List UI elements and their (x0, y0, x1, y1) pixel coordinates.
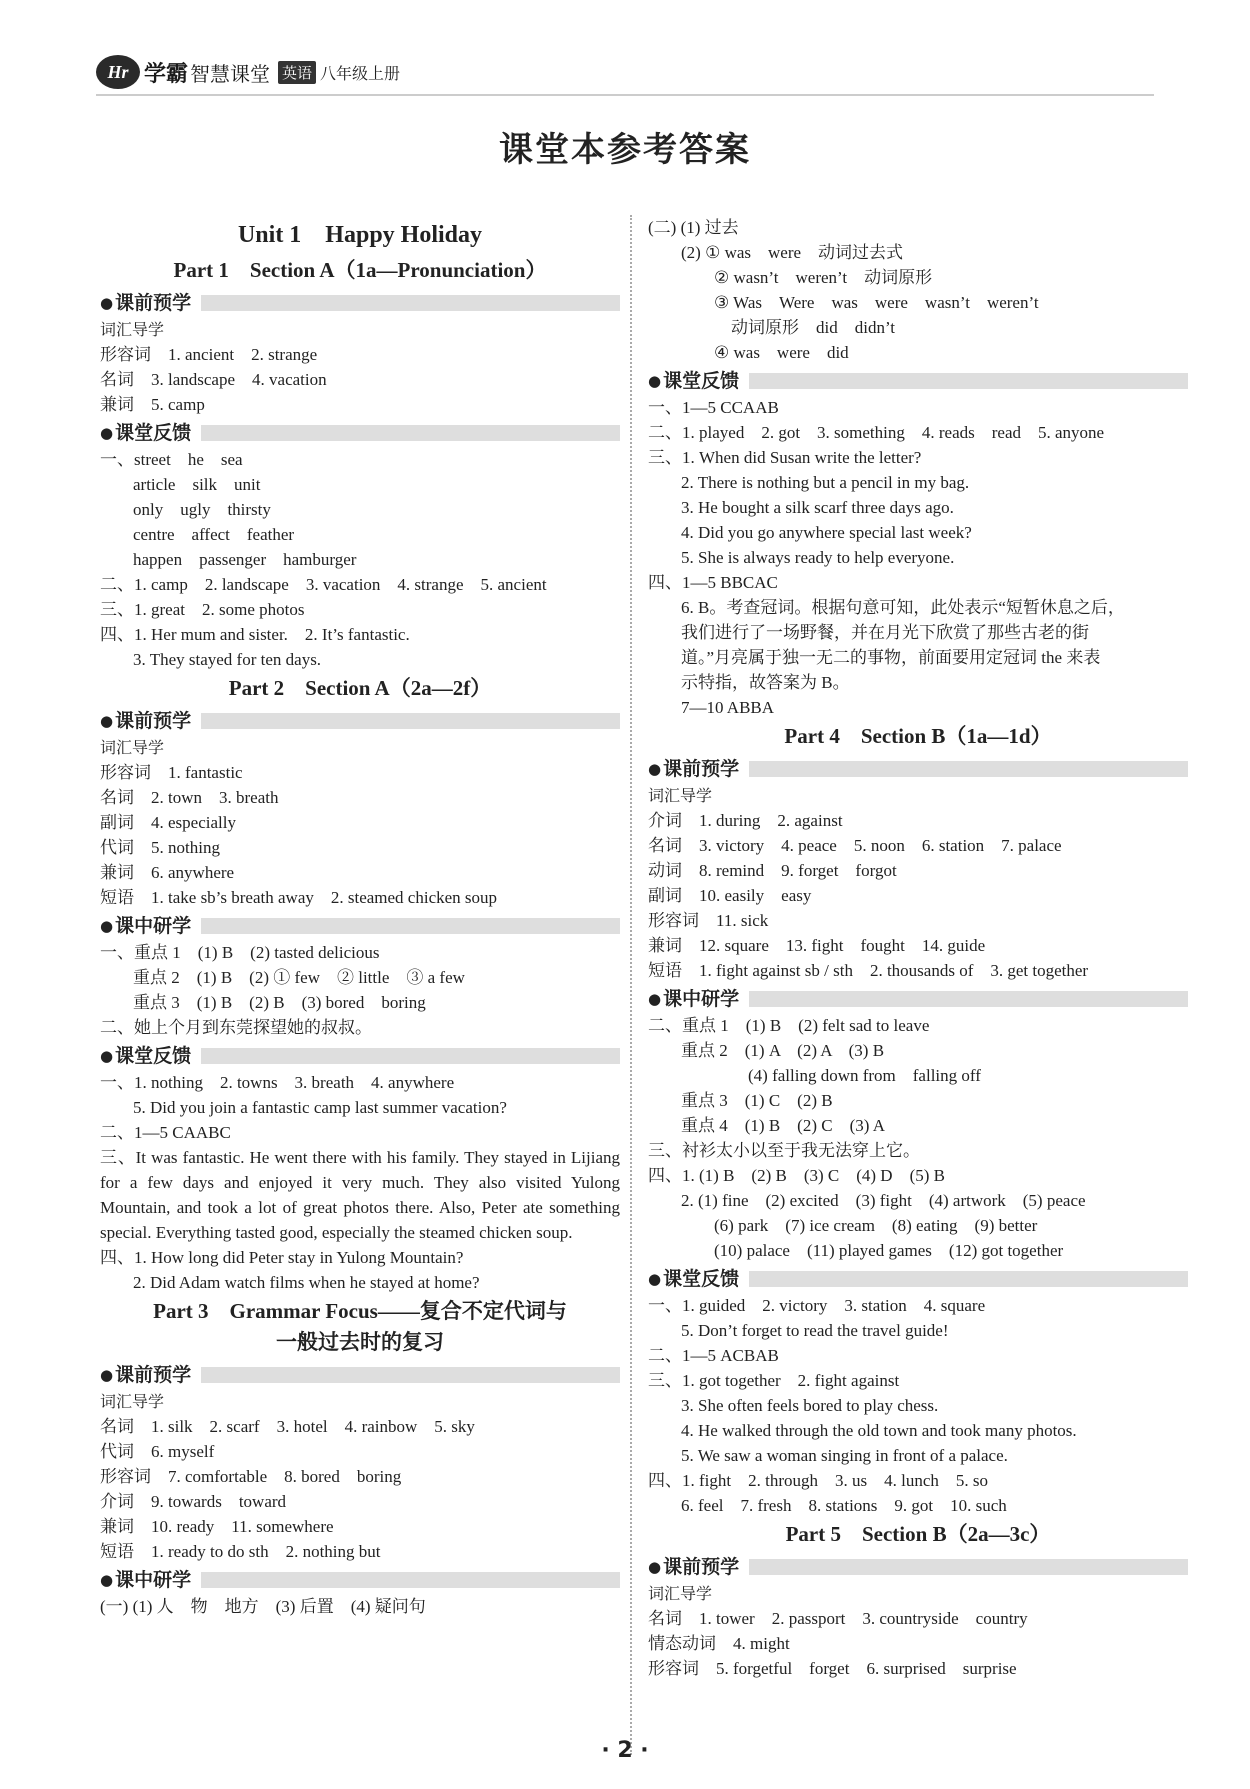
section-heading-text: 课中研学 (115, 1568, 192, 1591)
answer-line: 代词 5. nothing (100, 838, 220, 857)
section-heading (100, 419, 620, 447)
answer-line: 3. They stayed for ten days. (133, 650, 322, 669)
brand-subname: 智慧课堂 (190, 61, 271, 86)
answer-line: 形容词 5. forgetful forget 6. surprised surprise (648, 1659, 1017, 1678)
answer-line: 短语 1. ready to do sth 2. nothing but (100, 1542, 381, 1561)
bullet-icon: ● (100, 916, 114, 935)
section-heading-bar (749, 373, 1188, 389)
section-heading-text: 课前预学 (663, 757, 740, 780)
answer-line: 动词原形 did didn’t (714, 318, 896, 337)
answer-line: 四、1. (1) B (2) B (3) C (4) D (5) B (648, 1166, 945, 1185)
section-heading (648, 755, 1188, 783)
subheading: 词汇导学 (648, 1584, 713, 1603)
answer-paragraph: 三、It was fantastic. He went there with his family. They stayed in Lijiang for a few days and enjoyed it very much. They also visited Yulong Mountain, and took a lot of great photos there. Also, Peter ate something special. Everything tasted good, especially the steamed chicken soup. (100, 1148, 620, 1242)
answer-line: 副词 10. easily easy (648, 886, 812, 905)
answer-line: 7—10 ABBA (681, 698, 775, 717)
answer-line: 二、她上个月到东莞探望她的叔叔。 (100, 1018, 372, 1037)
answer-line: 5. Don’t forget to read the travel guide! (681, 1321, 949, 1340)
section-heading-text: 课中研学 (115, 914, 192, 937)
answer-line: 形容词 1. ancient 2. strange (100, 345, 318, 364)
answer-line: article silk unit (133, 475, 261, 494)
section-heading-bar (201, 1048, 620, 1064)
answer-line: 一、street he sea (100, 450, 243, 469)
section-heading-text: 课中研学 (663, 987, 740, 1010)
answer-line: 2. Did Adam watch films when he stayed at home? (133, 1273, 480, 1292)
answer-line: 示特指，故答案为 B。 (681, 673, 850, 692)
section-heading (100, 289, 620, 317)
subheading: 词汇导学 (100, 320, 165, 339)
answer-line: (二) (1) 过去 (648, 218, 739, 237)
bullet-icon: ● (648, 759, 662, 778)
part-title: Part 3 Grammar Focus——复合不定代词与 (153, 1299, 567, 1323)
header-rule (96, 94, 1154, 96)
section-heading-bar (749, 991, 1188, 1007)
section-heading-text: 课堂反馈 (115, 1044, 192, 1067)
answer-line: ③ Was Were was were wasn’t weren’t (714, 293, 1039, 312)
answer-line: 6. feel 7. fresh 8. stations 9. got 10. such (681, 1496, 1007, 1515)
bullet-icon: ● (100, 711, 114, 730)
part-title: Part 4 Section B（1a—1d） (784, 724, 1052, 748)
unit-title: Unit 1 Happy Holiday (237, 222, 483, 248)
answer-line: 四、1. Her mum and sister. 2. It’s fantastic. (100, 625, 410, 644)
answer-line: 名词 3. landscape 4. vacation (100, 370, 327, 389)
section-heading-bar (749, 1559, 1188, 1575)
section-heading-text: 课堂反馈 (663, 369, 740, 392)
answer-line: 重点 3 (1) B (2) B (3) bored boring (133, 993, 426, 1012)
answer-line: 一、1—5 CCAAB (648, 398, 779, 417)
answer-line: 我们进行了一场野餐，并在月光下欣赏了那些古老的街 (681, 623, 1089, 642)
section-heading-bar (749, 761, 1188, 777)
bullet-icon: ● (648, 989, 662, 1008)
answer-line: ② wasn’t weren’t 动词原形 (714, 268, 933, 287)
page-header (96, 50, 400, 94)
bullet-icon: ● (100, 423, 114, 442)
right-column (648, 215, 1188, 1681)
answer-line: 情态动词 4. might (648, 1634, 790, 1653)
brand-name: 学霸 (144, 61, 189, 87)
answer-line: 名词 1. silk 2. scarf 3. hotel 4. rainbow 5. sky (100, 1417, 475, 1436)
answer-line: 重点 3 (1) C (2) B (681, 1091, 833, 1110)
left-column (100, 215, 620, 1619)
section-heading (100, 1566, 620, 1594)
answer-line: centre affect feather (133, 525, 295, 544)
answer-line: 三、1. great 2. some photos (100, 600, 305, 619)
answer-line: (10) palace (11) played games (12) got together (714, 1241, 1064, 1260)
answer-line: 名词 1. tower 2. passport 3. countryside country (648, 1609, 1028, 1628)
answer-line: 3. He bought a silk scarf three days ago. (681, 498, 954, 517)
answer-line: 二、1—5 CAABC (100, 1123, 231, 1142)
section-heading-text: 课前预学 (115, 1363, 192, 1386)
page-number: · 2 · (601, 1738, 649, 1763)
answer-line: ④ was were did (714, 343, 849, 362)
answer-line: only ugly thirsty (133, 500, 271, 519)
section-heading-text: 课堂反馈 (115, 421, 192, 444)
part-title: 一般过去时的复习 (276, 1330, 444, 1354)
answer-line: 形容词 1. fantastic (100, 763, 243, 782)
answer-line: 4. He walked through the old town and took many photos. (681, 1421, 1077, 1440)
answer-line: (2) ① was were 动词过去式 (681, 243, 904, 262)
bullet-icon: ● (100, 1365, 114, 1384)
subheading: 词汇导学 (100, 1392, 165, 1411)
section-heading-bar (201, 1367, 620, 1383)
section-heading-bar (201, 1572, 620, 1588)
answer-line: 5. She is always ready to help everyone. (681, 548, 955, 567)
answer-line: 副词 4. especially (100, 813, 236, 832)
answer-line: 形容词 7. comfortable 8. bored boring (100, 1467, 402, 1486)
answer-line: 二、1. camp 2. landscape 3. vacation 4. strange 5. ancient (100, 575, 547, 594)
answer-line: 短语 1. take sb’s breath away 2. steamed chicken soup (100, 888, 498, 907)
answer-line: 重点 2 (1) A (2) A (3) B (681, 1041, 885, 1060)
section-heading (648, 985, 1188, 1013)
part-title: Part 2 Section A（2a—2f） (228, 676, 492, 700)
answer-line: 三、1. got together 2. fight against (648, 1371, 900, 1390)
answer-line: happen passenger hamburger (133, 550, 357, 569)
section-heading-bar (201, 918, 620, 934)
column-divider (630, 215, 632, 1755)
answer-line: 四、1—5 BBCAC (648, 573, 778, 592)
answer-line: 二、1—5 ACBAB (648, 1346, 779, 1365)
answer-line: 2. (1) fine (2) excited (3) fight (4) artwork (5) peace (681, 1191, 1086, 1210)
answer-line: 短语 1. fight against sb / sth 2. thousands of 3. get together (648, 961, 1089, 980)
section-heading (100, 1361, 620, 1389)
answer-line: 名词 3. victory 4. peace 5. noon 6. station 7. palace (648, 836, 1062, 855)
answer-line: 动词 8. remind 9. forget forgot (648, 861, 897, 880)
section-heading (648, 1265, 1188, 1293)
part-title: Part 5 Section B（2a—3c） (785, 1522, 1051, 1546)
answer-line: 重点 2 (1) B (2) ① few ② little ③ a few (133, 968, 465, 987)
answer-line: 4. Did you go anywhere special last week? (681, 523, 972, 542)
section-heading (100, 1042, 620, 1070)
bullet-icon: ● (648, 371, 662, 390)
answer-line: 3. She often feels bored to play chess. (681, 1396, 939, 1415)
bullet-icon: ● (100, 293, 114, 312)
subheading: 词汇导学 (100, 738, 165, 757)
grade-label: 八年级上册 (320, 63, 401, 83)
answer-line: 兼词 12. square 13. fight fought 14. guide (648, 936, 986, 955)
answer-line: 二、重点 1 (1) B (2) felt sad to leave (648, 1016, 930, 1035)
bullet-icon: ● (100, 1570, 114, 1589)
section-heading-text: 课前预学 (115, 709, 192, 732)
answer-line: 介词 1. during 2. against (648, 811, 843, 830)
answer-line: 名词 2. town 3. breath (100, 788, 279, 807)
bullet-icon: ● (648, 1269, 662, 1288)
answer-line: 形容词 11. sick (648, 911, 769, 930)
section-heading-bar (749, 1271, 1188, 1287)
bullet-icon: ● (648, 1557, 662, 1576)
section-heading-text: 课前预学 (115, 291, 192, 314)
answer-line: 一、1. guided 2. victory 3. station 4. square (648, 1296, 986, 1315)
section-heading (100, 912, 620, 940)
answer-line: 6. B。考查冠词。根据句意可知，此处表示“短暂休息之后， (681, 598, 1125, 617)
answer-line: 一、重点 1 (1) B (2) tasted delicious (100, 943, 380, 962)
answer-line: 三、1. When did Susan write the letter? (648, 448, 922, 467)
section-heading-bar (201, 295, 620, 311)
section-heading (100, 707, 620, 735)
page-title: 课堂本参考答案 (499, 130, 751, 170)
answer-line: 5. We saw a woman singing in front of a palace. (681, 1446, 1008, 1465)
answer-line: 三、衬衫太小以至于我无法穿上它。 (648, 1141, 920, 1160)
brand-logo-icon: Hr (96, 55, 140, 89)
answer-line: (6) park (7) ice cream (8) eating (9) better (714, 1216, 1038, 1235)
part-title: Part 1 Section A（1a—Pronunciation） (173, 258, 547, 282)
section-heading-text: 课前预学 (663, 1555, 740, 1578)
answer-line: 重点 4 (1) B (2) C (3) A (681, 1116, 885, 1135)
answer-line: 一、1. nothing 2. towns 3. breath 4. anywhere (100, 1073, 455, 1092)
subheading: 词汇导学 (648, 786, 713, 805)
section-heading-bar (201, 713, 620, 729)
answer-line: 道。”月亮属于独一无二的事物，前面要用定冠词 the 来表 (681, 648, 1101, 667)
section-heading-bar (201, 425, 620, 441)
answer-line: 5. Did you join a fantastic camp last summer vacation? (133, 1098, 507, 1117)
answer-line: 四、1. fight 2. through 3. us 4. lunch 5. so (648, 1471, 988, 1490)
answer-line: 四、1. How long did Peter stay in Yulong Mountain? (100, 1248, 464, 1267)
answer-line: 代词 6. myself (100, 1442, 215, 1461)
section-heading-text: 课堂反馈 (663, 1267, 740, 1290)
section-heading (648, 367, 1188, 395)
answer-line: (4) falling down from falling off (748, 1066, 981, 1085)
answer-line: 二、1. played 2. got 3. something 4. reads read 5. anyone (648, 423, 1105, 442)
answer-line: 介词 9. towards toward (100, 1492, 287, 1511)
answer-line: (一) (1) 人 物 地方 (3) 后置 (4) 疑问句 (100, 1597, 426, 1616)
answer-line: 兼词 5. camp (100, 395, 205, 414)
section-heading (648, 1553, 1188, 1581)
answer-line: 2. There is nothing but a pencil in my bag. (681, 473, 970, 492)
answer-line: 兼词 6. anywhere (100, 863, 235, 882)
subject-badge: 英语 (278, 61, 316, 84)
bullet-icon: ● (100, 1046, 114, 1065)
answer-line: 兼词 10. ready 11. somewhere (100, 1517, 334, 1536)
